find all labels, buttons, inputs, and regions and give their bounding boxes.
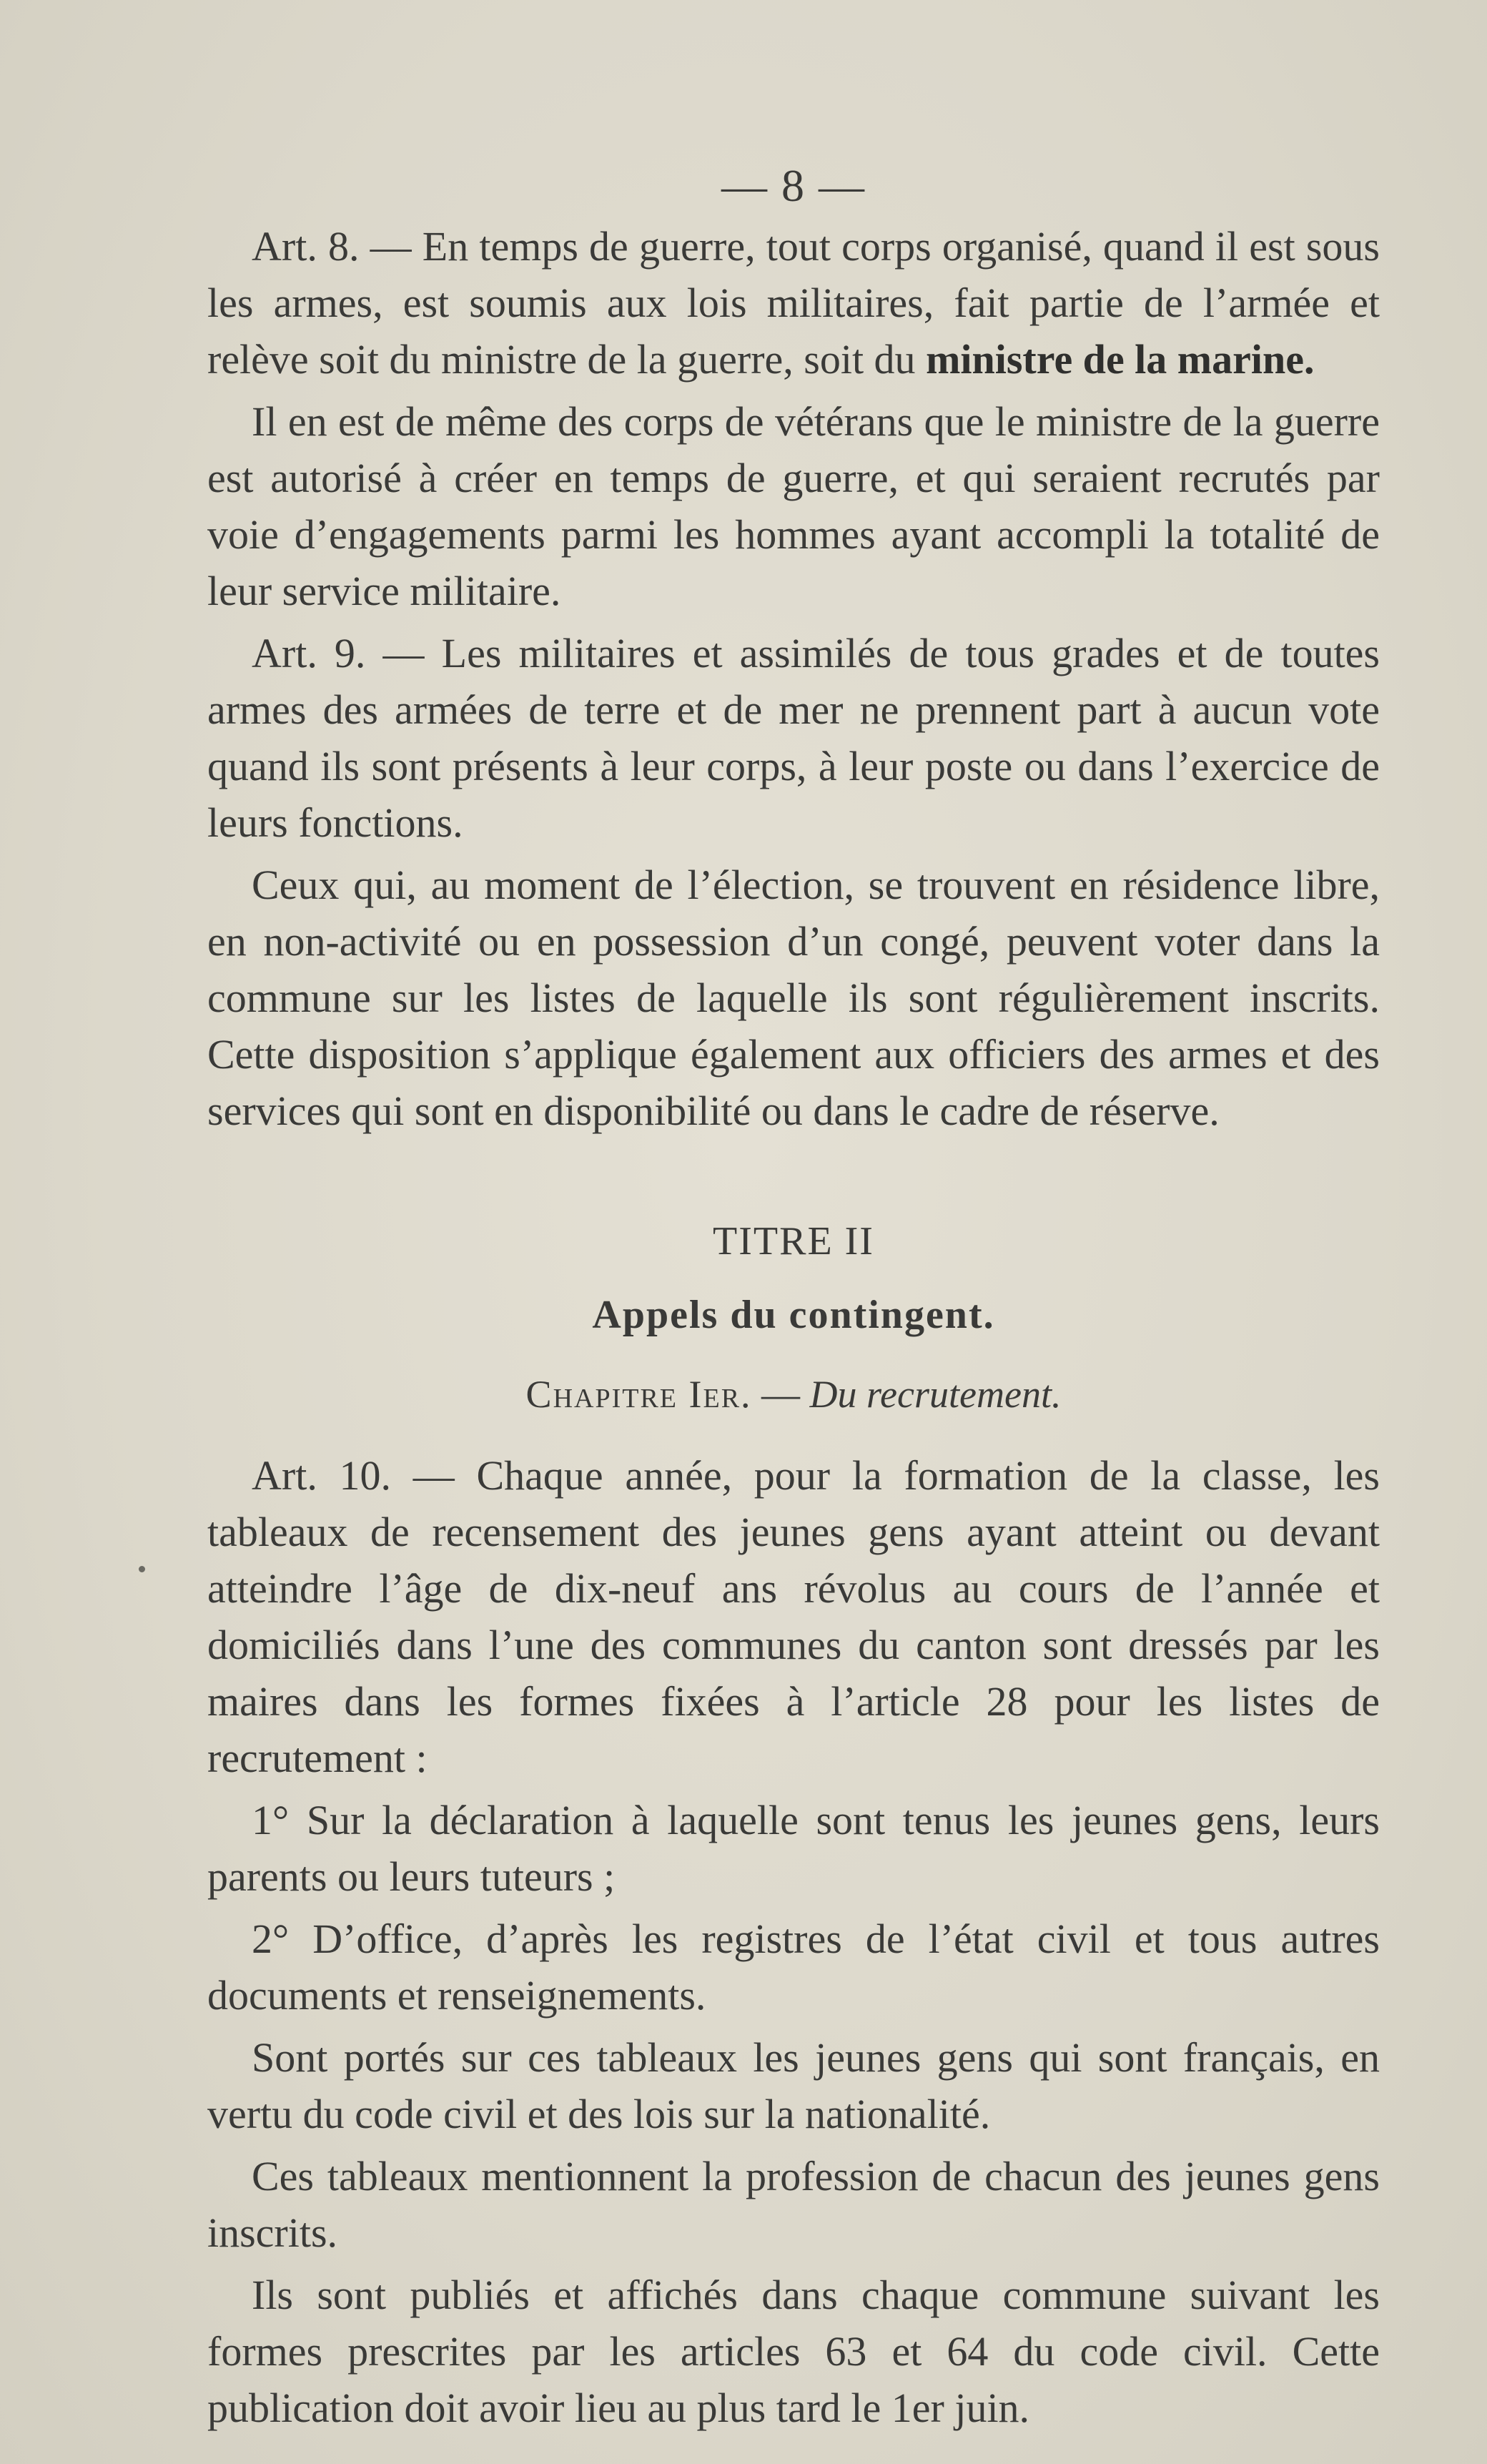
article-10-paragraph-4: Sont portés sur ces tableaux les jeunes gens qui sont français, en vertu du code civil et des lois sur la nationalité. [207,2034,1380,2137]
article-10-paragraph-5: Ces tableaux mentionnent la profession de chacun des jeunes gens inscrits. [207,2153,1380,2256]
article-10-paragraph-6: Ils sont publiés et affichés dans chaque commune suivant les formes prescrites par les articles 63 et 64 du code civil. Cette publication doit avoir lieu au plus tard le 1er juin. [207,2272,1380,2431]
article-10-item-1: 1° Sur la déclaration à laquelle sont tenus les jeunes gens, leurs parents ou leurs tuteurs ; [207,1797,1380,1900]
article-8-paragraph-2: Il en est de même des corps de vétérans que le ministre de la guerre est autorisé à créer en temps de guerre, et qui seraient recrutés par voie d’engagements parmi les hommes ayant accompli la totalité de leur service militaire. [207,398,1380,614]
chapter-name: Du recrutement. [809,1373,1062,1416]
article-8-text: Art. 8. — En temps de guerre, tout corps organisé, quand il est sous les armes, est soumis aux lois militaires, fait partie de l’armée et relève soit du ministre de la guerre, soit du [207,223,1380,383]
chapter-heading [207,1366,1380,1423]
chapter-label: Chapitre Ier. [525,1373,752,1416]
page-number: — 8 — [721,160,866,211]
article-8-paragraph-1 [207,218,1380,388]
section-title: TITRE II [713,1219,874,1263]
article-9-paragraph-1: Art. 9. — Les militaires et assimilés de tous grades et de toutes armes des armées de terre et de mer ne prennent part à aucun vote quand ils sont présents à leur corps, à leur poste ou dans l’exercice de leurs fonctions. [207,630,1380,846]
article-9-paragraph-2: Ceux qui, au moment de l’élection, se trouvent en résidence libre, en non-activité ou en possession d’un congé, peuvent voter dans la commune sur les listes de laquelle ils sont régulièrement inscrits. Cette disposition s’applique également aux officiers des armes et des services qui sont en disponibilité ou dans le cadre de réserve. [207,862,1380,1134]
margin-dot [139,1566,145,1572]
page-text-block [207,157,1380,2436]
article-10-item-2: 2° D’office, d’après les registres de l’état civil et tous autres documents et renseignements. [207,1916,1380,2019]
article-10-paragraph-1: Art. 10. — Chaque année, pour la formation de la classe, les tableaux de recensement des jeunes gens ayant atteint ou devant atteindre l’âge de dix-neuf ans révolus au cours de l’année et domiciliés dans l’une des communes du canton sont dressés par les maires dans les formes fixées à l’article 28 pour les listes de recrutement : [207,1452,1380,1781]
article-8-bold-end: ministre de la marine. [926,336,1315,383]
chapter-dash: — [751,1373,810,1416]
section-subtitle: Appels du contingent. [592,1293,995,1337]
